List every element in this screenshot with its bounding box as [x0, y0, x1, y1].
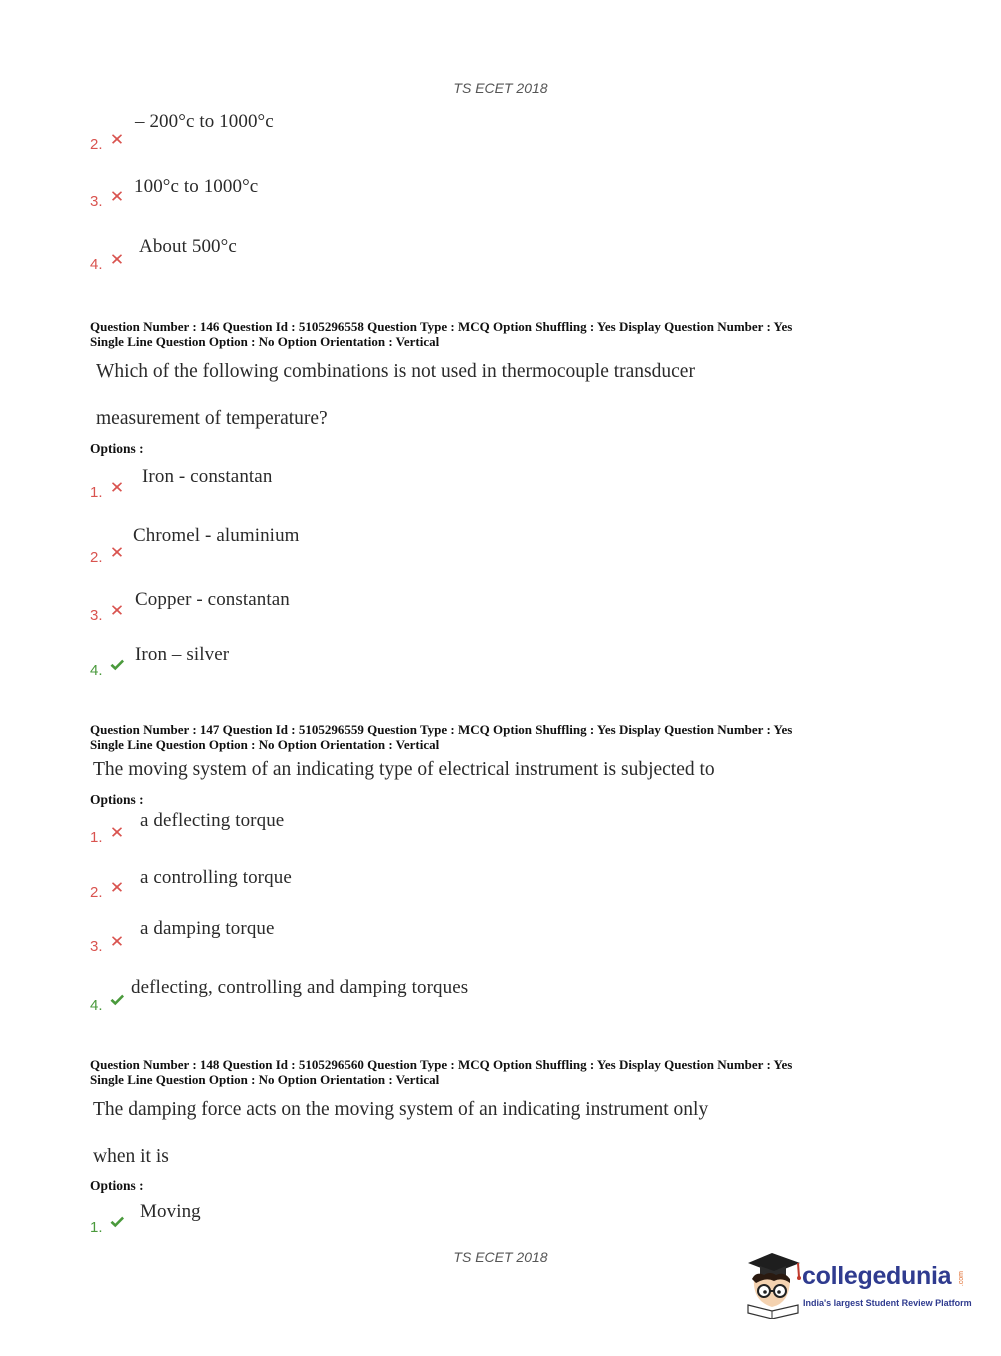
option-row	[90, 1201, 490, 1241]
cross-icon	[109, 251, 125, 267]
option-number: 1.	[90, 829, 103, 846]
brand-domain: .com	[958, 1271, 965, 1287]
option-row	[90, 238, 490, 278]
cross-icon	[109, 879, 125, 895]
options-label: Options :	[90, 441, 144, 456]
option-text: 100°c to 1000°c	[134, 176, 259, 197]
cross-icon	[109, 602, 125, 618]
mascot-icon	[742, 1249, 804, 1319]
option-text: – 200°c to 1000°c	[135, 111, 274, 132]
option-row	[90, 525, 490, 571]
question-text: The damping force acts on the moving system of an indicating instrument only	[93, 1099, 709, 1120]
option-number: 2.	[90, 884, 103, 901]
options-label: Options :	[90, 792, 144, 807]
option-row	[90, 644, 490, 684]
page-footer: TS ECET 2018	[453, 1249, 548, 1265]
option-number: 3.	[90, 193, 103, 210]
option-text: Iron – silver	[135, 644, 230, 665]
option-text: About 500°c	[139, 236, 237, 257]
option-text: a deflecting torque	[140, 810, 285, 831]
option-row	[90, 811, 490, 851]
option-number: 4.	[90, 662, 103, 679]
page-header: TS ECET 2018	[453, 80, 548, 96]
check-icon	[109, 1214, 125, 1230]
option-number: 3.	[90, 938, 103, 955]
collegedunia-logo	[742, 1249, 972, 1319]
option-row	[90, 589, 490, 629]
option-number: 4.	[90, 256, 103, 273]
question-meta	[90, 319, 910, 349]
option-text: Chromel - aluminium	[133, 525, 300, 546]
option-number: 1.	[90, 484, 103, 501]
question-meta-line: Single Line Question Option : No Option Orientation : Vertical	[90, 1072, 440, 1087]
options-label: Options :	[90, 1178, 144, 1193]
option-text: a damping torque	[140, 918, 275, 939]
question-text: measurement of temperature?	[96, 408, 328, 429]
cross-icon	[109, 933, 125, 949]
cross-icon	[109, 824, 125, 840]
option-text: Copper - constantan	[135, 589, 290, 610]
question-meta-line: Single Line Question Option : No Option Orientation : Vertical	[90, 334, 440, 349]
option-text: deflecting, controlling and damping torques	[131, 977, 469, 998]
question-text: The moving system of an indicating type of electrical instrument is subjected to	[93, 759, 715, 780]
option-text: a controlling torque	[140, 867, 292, 888]
question-meta-line: Single Line Question Option : No Option Orientation : Vertical	[90, 737, 440, 752]
option-number: 2.	[90, 549, 103, 566]
option-row	[90, 111, 490, 158]
question-meta	[90, 1057, 910, 1087]
brand-name: collegedunia	[802, 1262, 952, 1290]
option-text: Iron - constantan	[142, 466, 273, 487]
option-number: 4.	[90, 997, 103, 1014]
option-number: 1.	[90, 1219, 103, 1236]
question-meta	[90, 722, 910, 752]
option-row	[90, 175, 490, 215]
question-text: Which of the following combinations is not used in thermocouple transducer	[96, 361, 695, 382]
question-meta-line: Question Number : 148 Question Id : 5105296560 Question Type : MCQ Option Shuffling : Yes Display Question Number : Yes	[90, 1057, 793, 1072]
brand-tagline: India's largest Student Review Platform	[803, 1298, 972, 1308]
question-meta-line: Question Number : 146 Question Id : 5105296558 Question Type : MCQ Option Shuffling : Yes Display Question Number : Yes	[90, 319, 793, 334]
option-number: 3.	[90, 607, 103, 624]
question-meta-line: Question Number : 147 Question Id : 5105296559 Question Type : MCQ Option Shuffling : Yes Display Question Number : Yes	[90, 722, 793, 737]
option-row	[90, 920, 490, 960]
cross-icon	[109, 131, 125, 147]
check-icon	[109, 657, 125, 673]
cross-icon	[109, 188, 125, 204]
cross-icon	[109, 544, 125, 560]
question-text: when it is	[93, 1146, 169, 1167]
check-icon	[109, 992, 125, 1008]
option-row	[90, 979, 550, 1019]
cross-icon	[109, 479, 125, 495]
option-row	[90, 466, 490, 506]
option-number: 2.	[90, 136, 103, 153]
option-row	[90, 866, 490, 906]
option-text: Moving	[140, 1201, 201, 1222]
